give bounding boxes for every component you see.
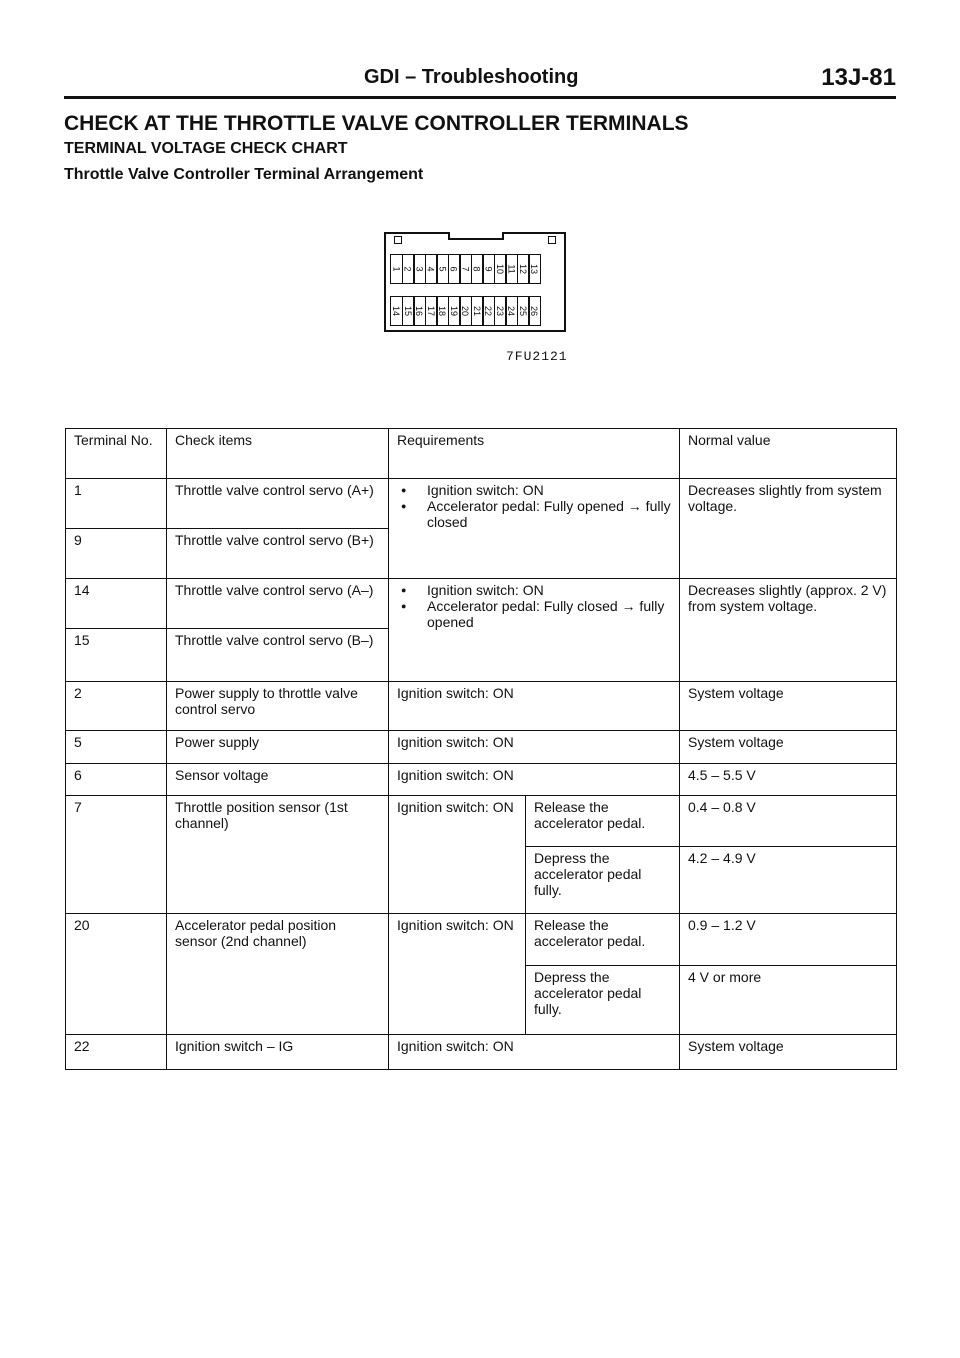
condition-cell: Ignition switch: ON	[389, 914, 526, 1035]
normal-value-cell: System voltage	[680, 681, 897, 730]
table-row	[66, 478, 897, 528]
connector-key	[448, 232, 504, 240]
table-row	[66, 914, 897, 966]
pin: 24	[505, 296, 518, 326]
pin: 12	[517, 254, 530, 284]
normal-value-cell: 4.2 – 4.9 V	[680, 847, 897, 914]
connector-latch-left	[394, 236, 402, 244]
sub-condition-cell: Release the accelerator pedal.	[526, 914, 680, 966]
check-item-cell: Accelerator pedal position sensor (2nd channel)	[167, 914, 389, 1035]
pin: 15	[402, 296, 415, 326]
pin: 21	[471, 296, 484, 326]
table-row	[66, 795, 897, 847]
terminal-cell: 1	[66, 478, 167, 528]
pin: 18	[436, 296, 449, 326]
page-header	[64, 66, 896, 99]
terminal-cell: 6	[66, 764, 167, 795]
check-item-cell: Sensor voltage	[167, 764, 389, 795]
terminal-voltage-table	[65, 428, 897, 1070]
figure-code: 7FU2121	[506, 349, 568, 364]
table-row	[66, 1035, 897, 1070]
table-row	[66, 579, 897, 629]
terminal-cell: 20	[66, 914, 167, 1035]
pin: 3	[413, 254, 426, 284]
requirement-bullet: ● Accelerator pedal: Fully closed → fully opened	[397, 598, 671, 630]
check-item-cell: Power supply	[167, 730, 389, 764]
sub-condition-cell: Depress the accelerator pedal fully.	[526, 966, 680, 1035]
table-row	[66, 764, 897, 795]
pin: 20	[459, 296, 472, 326]
check-item-cell: Throttle position sensor (1st channel)	[167, 795, 389, 914]
pin: 19	[448, 296, 461, 326]
pin: 17	[425, 296, 438, 326]
pin: 2	[402, 254, 415, 284]
check-item-cell: Throttle valve control servo (B+)	[167, 528, 389, 579]
requirements-cell: Ignition switch: ON	[389, 730, 680, 764]
requirements-cell: Ignition switch: ON	[389, 1035, 680, 1070]
section-title: GDI – Troubleshooting	[364, 66, 579, 88]
check-item-cell: Throttle valve control servo (B–)	[167, 629, 389, 682]
requirement-bullet: ● Accelerator pedal: Fully opened → fully closed	[397, 498, 671, 530]
check-item-cell: Throttle valve control servo (A–)	[167, 579, 389, 629]
pin: 10	[494, 254, 507, 284]
terminal-cell: 7	[66, 795, 167, 914]
chart-subtitle: TERMINAL VOLTAGE CHECK CHART	[64, 140, 348, 157]
normal-value-cell: Decreases slightly from system voltage.	[680, 478, 897, 579]
arrangement-title: Throttle Valve Controller Terminal Arrangement	[64, 166, 424, 183]
header-requirements: Requirements	[389, 429, 680, 479]
pin: 13	[528, 254, 541, 284]
normal-value-cell: 0.4 – 0.8 V	[680, 795, 897, 847]
header-check-items: Check items	[167, 429, 389, 479]
terminal-cell: 5	[66, 730, 167, 764]
sub-condition-cell: Release the accelerator pedal.	[526, 795, 680, 847]
normal-value-cell: 0.9 – 1.2 V	[680, 914, 897, 966]
pin: 8	[471, 254, 484, 284]
requirements-cell	[389, 579, 680, 682]
terminal-cell: 9	[66, 528, 167, 579]
pin: 11	[505, 254, 518, 284]
normal-value-cell: System voltage	[680, 730, 897, 764]
pin: 22	[482, 296, 495, 326]
header-terminal: Terminal No.	[66, 429, 167, 479]
page-number: 13J-81	[821, 64, 896, 91]
condition-cell: Ignition switch: ON	[389, 795, 526, 914]
connector-diagram	[384, 232, 566, 332]
pin: 6	[448, 254, 461, 284]
table-header-row	[66, 429, 897, 479]
pin: 14	[390, 296, 403, 326]
pin: 4	[425, 254, 438, 284]
requirement-bullet: ● Ignition switch: ON	[397, 582, 671, 598]
normal-value-cell: 4 V or more	[680, 966, 897, 1035]
terminal-cell: 14	[66, 579, 167, 629]
normal-value-cell: Decreases slightly (approx. 2 V) from system voltage.	[680, 579, 897, 682]
pin: 1	[390, 254, 403, 284]
check-item-cell: Throttle valve control servo (A+)	[167, 478, 389, 528]
pin: 25	[517, 296, 530, 326]
pin: 9	[482, 254, 495, 284]
terminal-cell: 22	[66, 1035, 167, 1070]
sub-condition-cell: Depress the accelerator pedal fully.	[526, 847, 680, 914]
normal-value-cell: System voltage	[680, 1035, 897, 1070]
header-normal-value: Normal value	[680, 429, 897, 479]
requirements-cell: Ignition switch: ON	[389, 764, 680, 795]
pin: 26	[528, 296, 541, 326]
pin: 5	[436, 254, 449, 284]
pin-row-lower	[390, 296, 540, 326]
normal-value-cell: 4.5 – 5.5 V	[680, 764, 897, 795]
terminal-cell: 2	[66, 681, 167, 730]
connector-latch-right	[548, 236, 556, 244]
requirement-bullet: ● Ignition switch: ON	[397, 482, 671, 498]
check-item-cell: Ignition switch – IG	[167, 1035, 389, 1070]
pin: 23	[494, 296, 507, 326]
pin: 7	[459, 254, 472, 284]
check-item-cell: Power supply to throttle valve control servo	[167, 681, 389, 730]
pin: 16	[413, 296, 426, 326]
requirements-cell: Ignition switch: ON	[389, 681, 680, 730]
page-title: CHECK AT THE THROTTLE VALVE CONTROLLER TERMINALS	[64, 112, 689, 135]
pin-row-upper	[390, 254, 540, 284]
table-row	[66, 730, 897, 764]
table-row	[66, 681, 897, 730]
terminal-cell: 15	[66, 629, 167, 682]
requirements-cell	[389, 478, 680, 579]
